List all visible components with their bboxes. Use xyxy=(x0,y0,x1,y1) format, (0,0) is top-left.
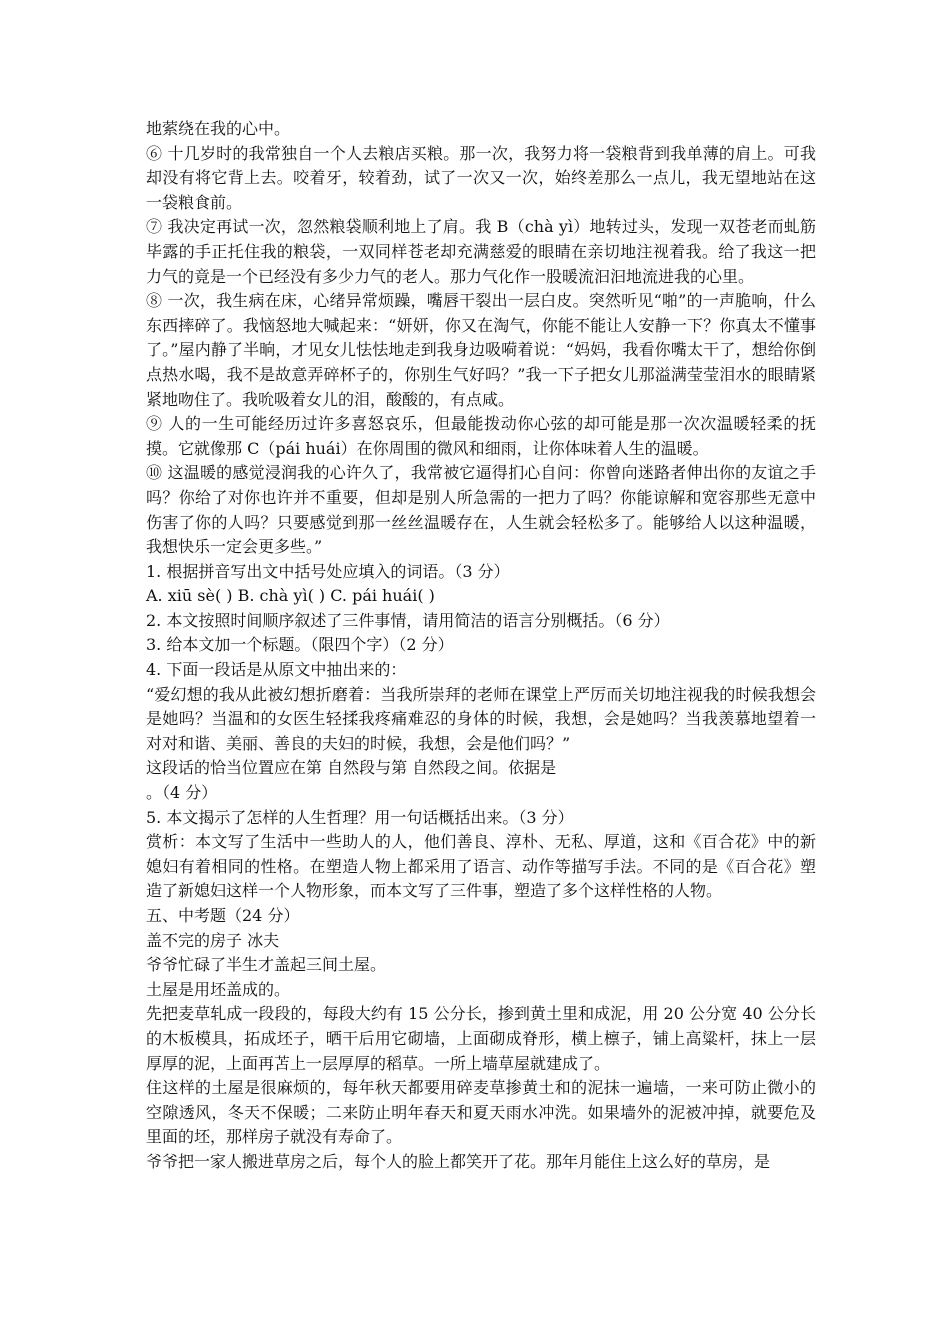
article-title: 盖不完的房子 冰夫 xyxy=(146,930,280,950)
question-3: 3. 给本文加一个标题。（限四个字）（2 分） xyxy=(146,635,454,655)
article-paragraph-3: 先把麦草轧成一段段的，每段大约有 15 公分长，掺到黄土里和成泥，用 20 公分宽 40 公分长的木板模具，拓成坯子，晒干后用它砌墙，上面砌成脊形，横上檩子，铺上高粱杆，抹上一层厚厚的泥，上面再苫上一层厚厚的稻草。一所上墙草屋就建成了。 xyxy=(146,1004,816,1073)
question-1-options: A. xiū sè( ) B. chà yì( ) C. pái huái( ) xyxy=(146,586,435,606)
paragraph-9: ⑨ 人的一生可能经历过许多喜怒哀乐，但最能拨动你心弦的却可能是那一次次温暖轻柔的抚摸。它就像那 C（pái huái）在你周围的微风和细雨，让你体味着人生的温暖。 xyxy=(146,414,816,458)
article-paragraph-4: 住这样的土屋是很麻烦的，每年秋天都要用碎麦草掺黄土和的泥抹一遍墙，一来可防止微小的空隙透风，冬天不保暖；二来防止明年春天和夏天雨水冲洗。如果墙外的泥被冲掉，就要危及里面的坯，那样房子就没有寿命了。 xyxy=(146,1078,816,1147)
document-page xyxy=(146,117,816,1175)
paragraph-8: ⑧ 一次，我生病在床，心绪异常烦躁，嘴唇干裂出一层白皮。突然听见“啪”的一声脆响，什么东西摔碎了。我恼怒地大喊起来：“妍妍，你又在淘气，你能不能让人安静一下？你真太不懂事了。”屋内静了半晌，才见女儿怯怯地走到我身边吸嗬着说：“妈妈，我看你嘴太干了，想给你倒点热水喝，我不是故意弄碎杯子的，你别生气好吗？”我一下子把女儿那溢满莹莹泪水的眼睛紧紧地吻住了。我吮吸着女儿的泪，酸酸的，有点咸。 xyxy=(146,291,816,409)
question-4-quote: “爱幻想的我从此被幻想折磨着：当我所崇拜的老师在课堂上严厉而关切地注视我的时候我想会是她吗？当温和的女医生轻揉我疼痛难忍的身体的时候，我想，会是她吗？当我羡慕地望着一对对和谐、美丽、善良的夫妇的时候，我想，会是他们吗？” xyxy=(146,684,816,753)
question-4-end: 。（4 分） xyxy=(146,783,218,803)
question-2: 2. 本文按照时间顺序叙述了三件事情，请用简洁的语言分别概括。（6 分） xyxy=(146,610,670,630)
question-1: 1. 根据拼音写出文中括号处应填入的词语。（3 分） xyxy=(146,561,510,581)
section-heading: 五、中考题（24 分） xyxy=(146,906,300,925)
question-4-blank: 这段话的恰当位置应在第 自然段与第 自然段之间。依据是 xyxy=(146,758,557,778)
question-4: 4. 下面一段话是从原文中抽出来的： xyxy=(146,660,407,680)
paragraph-7: ⑦ 我决定再试一次，忽然粮袋顺利地上了肩。我 B（chà yì）地转过头，发现一双苍老而虬筋毕露的手正托住我的粮袋，一双同样苍老却充满慈爱的眼睛在亲切地注视着我。给了我这一把力气的竟是一个已经没有多少力气的老人。那力气化作一股暖流汩汩地流进我的心里。 xyxy=(146,217,816,286)
paragraph-6: ⑥ 十几岁时的我常独自一个人去粮店买粮。那一次，我努力将一袋粮背到我单薄的肩上。可我却没有将它背上去。咬着牙，较着劲，试了一次又一次，始终差那么一点儿，我无望地站在这一袋粮食前。 xyxy=(146,143,816,212)
appreciation: 赏析：本文写了生活中一些助人的人，他们善良、淳朴、无私、厚道，这和《百合花》中的新媳妇有着相同的性格。在塑造人物上都采用了语言、动作等描写手法。不同的是《百合花》塑造了新媳妇这样一个人物形象，而本文写了三件事，塑造了多个这样性格的人物。 xyxy=(146,832,816,901)
paragraph-10: ⑩ 这温暖的感觉浸润我的心许久了，我常被它逼得扪心自问：你曾向迷路者伸出你的友谊之手吗？你给了对你也许并不重要，但却是别人所急需的一把力了吗？你能谅解和宽容那些无意中伤害了你的人吗？只要感觉到那一丝丝温暖存在，人生就会轻松多了。能够给人以这种温暖，我想快乐一定会更多些。” xyxy=(146,463,816,557)
article-paragraph-1: 爷爷忙碌了半生才盖起三间土屋。 xyxy=(146,955,387,975)
text-line: 地萦绕在我的心中。 xyxy=(146,119,291,138)
question-5: 5. 本文揭示了怎样的人生哲理？用一句话概括出来。（3 分） xyxy=(146,807,574,827)
article-paragraph-2: 土屋是用坯盖成的。 xyxy=(146,979,291,999)
article-paragraph-5: 爷爷把一家人搬进草房之后，每个人的脸上都笑开了花。那年月能住上这么好的草房，是 xyxy=(146,1151,771,1171)
